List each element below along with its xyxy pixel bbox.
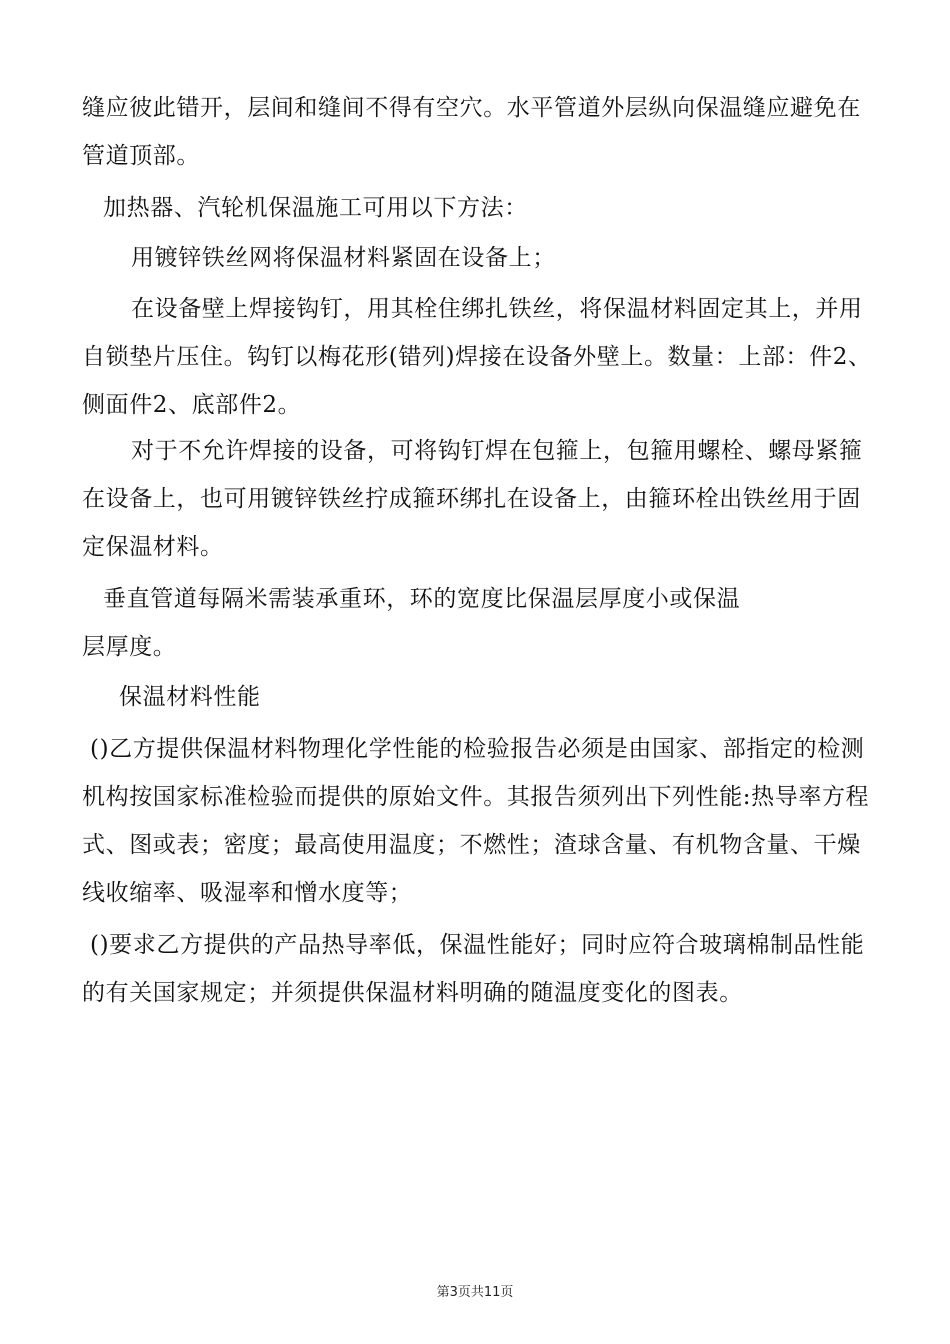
paragraph-line: ()乙方提供保温材料物理化学性能的检验报告必须是由国家、部指定的检测	[90, 736, 865, 762]
page-number-footer: 第3页共11页	[436, 1285, 514, 1300]
paragraph-line: 机构按国家标准检验而提供的原始文件。其报告须列出下列性能:热导率方程	[82, 784, 870, 810]
paragraph-line: 垂直管道每隔米需装承重环，环的宽度比保温层厚度小或保温	[103, 586, 741, 612]
paragraph-line: 的有关国家规定；并须提供保温材料明确的随温度变化的图表。	[82, 980, 743, 1006]
paragraph-line: 在设备壁上焊接钩钉，用其栓住绑扎铁丝，将保温材料固定其上，并用	[131, 296, 863, 322]
paragraph-line: 侧面件2、底部件2。	[82, 392, 302, 418]
paragraph-line: ()要求乙方提供的产品热导率低，保温性能好；同时应符合玻璃棉制品性能	[90, 932, 865, 958]
paragraph-line: 管道顶部。	[82, 143, 200, 169]
paragraph-line: 在设备上，也可用镀锌铁丝拧成箍环绑扎在设备上，由箍环栓出铁丝用于固	[82, 486, 861, 512]
paragraph-line: 对于不允许焊接的设备，可将钩钉焊在包箍上，包箍用螺栓、螺母紧箍	[131, 438, 863, 464]
section-heading: 保温材料性能	[119, 684, 261, 710]
paragraph-line: 加热器、汽轮机保温施工可用以下方法：	[103, 195, 528, 221]
paragraph-line: 定保温材料。	[82, 534, 224, 560]
paragraph-line: 用镀锌铁丝网将保温材料紧固在设备上；	[131, 245, 556, 271]
paragraph-line: 自锁垫片压住。钩钉以梅花形(错列)焊接在设备外壁上。数量：上部：件2、	[82, 344, 872, 370]
paragraph-line: 层厚度。	[82, 634, 177, 660]
paragraph-line: 缝应彼此错开，层间和缝间不得有空穴。水平管道外层纵向保温缝应避免在	[82, 95, 861, 121]
paragraph-line: 线收缩率、吸湿率和憎水度等；	[82, 880, 413, 906]
paragraph-line: 式、图或表；密度；最高使用温度；不燃性；渣球含量、有机物含量、干燥	[82, 832, 861, 858]
